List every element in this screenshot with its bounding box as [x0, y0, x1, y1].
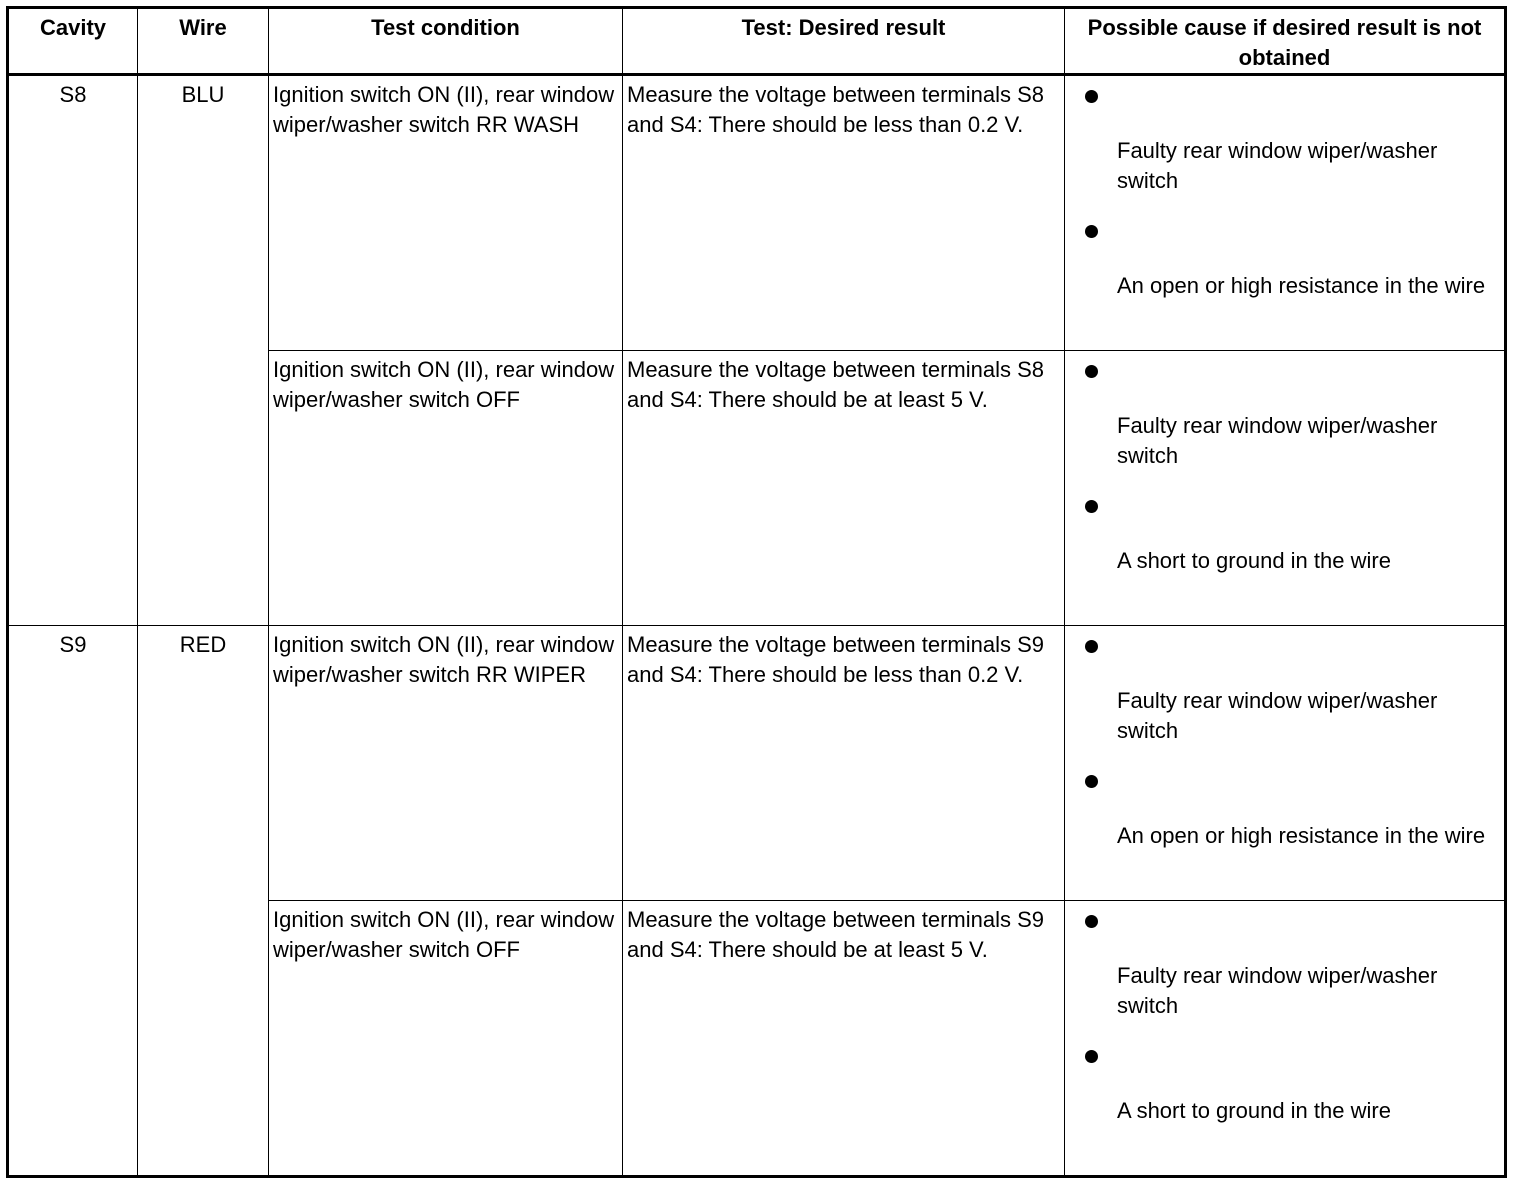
bullet-icon — [1085, 640, 1098, 653]
cause-item — [1083, 1040, 1500, 1175]
result-cell: Measure the voltage between terminals S8 and S4: There should be less than 0.2 V. — [623, 75, 1065, 351]
table-row — [8, 626, 1506, 901]
cavity-cell: S8 — [8, 75, 138, 626]
cavity-cell: S9 — [8, 626, 138, 1177]
cause-cell — [1065, 75, 1506, 351]
bullet-icon — [1085, 90, 1098, 103]
cause-cell — [1065, 626, 1506, 901]
cause-text: Faulty rear window wiper/washer switch — [1117, 138, 1438, 193]
cause-cell — [1065, 351, 1506, 626]
condition-cell: Ignition switch ON (II), rear window wiper/washer switch OFF — [269, 901, 623, 1177]
condition-cell: Ignition switch ON (II), rear window wiper/washer switch RR WIPER — [269, 626, 623, 901]
cause-text: An open or high resistance in the wire — [1117, 823, 1486, 848]
cause-text: Faulty rear window wiper/washer switch — [1117, 688, 1438, 743]
diagnostic-table — [6, 6, 1507, 1178]
cause-item — [1083, 765, 1500, 900]
result-cell: Measure the voltage between terminals S8 and S4: There should be at least 5 V. — [623, 351, 1065, 626]
cause-text: A short to ground in the wire — [1117, 548, 1391, 573]
condition-cell: Ignition switch ON (II), rear window wiper/washer switch RR WASH — [269, 75, 623, 351]
wire-cell: BLU — [138, 75, 269, 626]
cause-text: Faulty rear window wiper/washer switch — [1117, 963, 1438, 1018]
header-test-condition: Test condition — [269, 8, 623, 75]
cause-cell — [1065, 901, 1506, 1177]
condition-cell: Ignition switch ON (II), rear window wiper/washer switch OFF — [269, 351, 623, 626]
header-row — [8, 8, 1506, 75]
bullet-icon — [1085, 365, 1098, 378]
header-desired-result: Test: Desired result — [623, 8, 1065, 75]
result-cell: Measure the voltage between terminals S9 and S4: There should be at least 5 V. — [623, 901, 1065, 1177]
bullet-icon — [1085, 775, 1098, 788]
cause-text: Faulty rear window wiper/washer switch — [1117, 413, 1438, 468]
cause-text: An open or high resistance in the wire — [1117, 273, 1486, 298]
cause-item — [1083, 630, 1500, 765]
header-possible-cause: Possible cause if desired result is not obtained — [1065, 8, 1506, 75]
header-cavity: Cavity — [8, 8, 138, 75]
cause-item — [1083, 355, 1500, 490]
bullet-icon — [1085, 915, 1098, 928]
cause-text: A short to ground in the wire — [1117, 1098, 1391, 1123]
cause-item — [1083, 80, 1500, 215]
cause-item — [1083, 215, 1500, 350]
cause-item — [1083, 905, 1500, 1040]
bullet-icon — [1085, 500, 1098, 513]
table-row — [8, 75, 1506, 351]
cause-item — [1083, 490, 1500, 625]
wire-cell: RED — [138, 626, 269, 1177]
header-wire: Wire — [138, 8, 269, 75]
bullet-icon — [1085, 225, 1098, 238]
bullet-icon — [1085, 1050, 1098, 1063]
result-cell: Measure the voltage between terminals S9 and S4: There should be less than 0.2 V. — [623, 626, 1065, 901]
